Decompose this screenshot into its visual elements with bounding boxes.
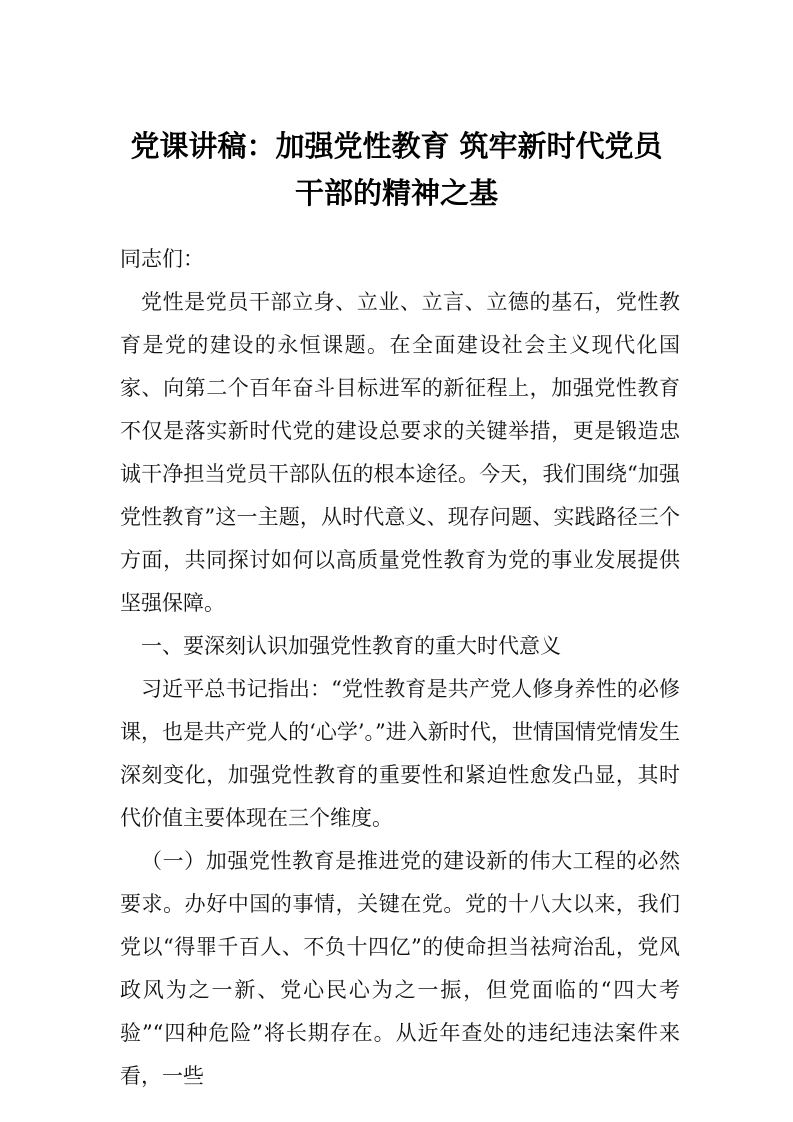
- paragraph-subsection-1: （一）加强党性教育是推进党的建设新的伟大工程的必然要求。办好中国的事情，关键在党。党的十八大以来，我们党以“得罪千百人、不负十四亿”的使命担当祛疴治乱，党风政风为之一新、党心民心为之一振，但党面临的“四大考验”“四种危险”将长期存在。从近年查处的违纪违法案件来看，一些: [120, 849, 680, 1088]
- document-title-line-2: 干部的精神之基: [294, 176, 498, 210]
- paragraph-intro: 党性是党员干部立身、立业、立言、立德的基石，党性教育是党的建设的永恒课题。在全面建设社会主义现代化国家、向第二个百年奋斗目标进军的新征程上，加强党性教育不仅是落实新时代党的建设总要求的关键举措，更是锻造忠诚干净担当党员干部队伍的根本途径。今天，我们围绕“加强党性教育”这一主题，从时代意义、现存问题、实践路径三个方面，共同探讨如何以高质量党性教育为党的事业发展提供坚强保障。: [120, 290, 680, 615]
- section-heading-1: 一、要深刻认识加强党性教育的重大时代意义: [141, 634, 561, 658]
- greeting: 同志们：: [120, 247, 204, 271]
- document-body: [120, 238, 680, 1098]
- paragraph-section-1: 习近平总书记指出：“党性教育是共产党人修身养性的必修课，也是共产党人的‘心学’。”进入新时代，世情国情党情发生深刻变化，加强党性教育的重要性和紧迫性愈发凸显，其时代价值主要体现在三个维度。: [120, 677, 680, 830]
- document-title-line-1: 党课讲稿：加强党性教育 筑牢新时代党员: [130, 129, 663, 163]
